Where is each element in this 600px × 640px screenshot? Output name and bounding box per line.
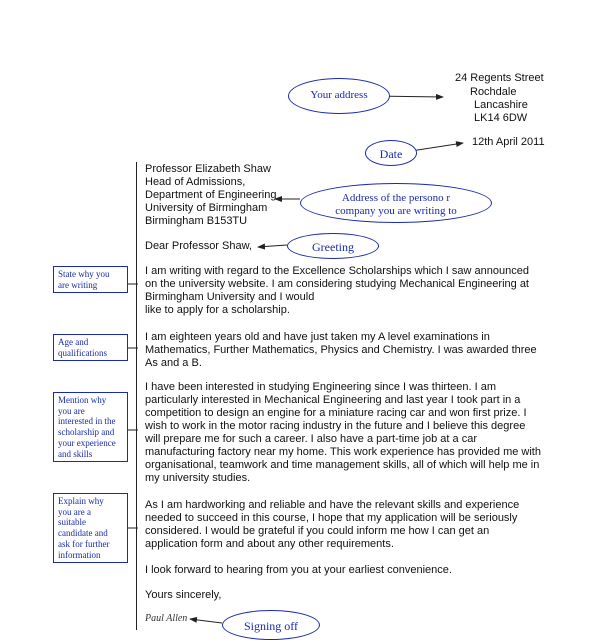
note-line: you are [58, 405, 85, 416]
note-line: Explain why [58, 496, 104, 506]
paragraph-line: As I am hardworking and reliable and have the relevant skills and experience [145, 499, 520, 511]
address-line: Lancashire [474, 99, 528, 111]
paragraph-line: will prepare me for such a career. I also have a part-time job at a car [145, 433, 477, 445]
note-line: State why you [58, 269, 110, 279]
recipient-line: Birmingham B153TU [145, 215, 248, 227]
callout-label: Signing off [243, 619, 299, 633]
paragraph-line: I am writing with regard to the Excellence Scholarships which I saw announced [145, 265, 529, 277]
letter-date: 12th April 2011 [472, 136, 545, 148]
recipient-line: Professor Elizabeth Shaw [145, 163, 271, 175]
note-line: qualifications [58, 347, 107, 358]
closing-line: I look forward to hearing from you at your earliest convenience. [145, 564, 452, 576]
your-address-callout [288, 78, 390, 114]
paragraph-line: particularly interested in Mechanical Engineering and last year I took part in a [145, 394, 521, 406]
paragraph-line: I have been interested in studying Engineering since I was thirteen. I am [145, 381, 496, 393]
callout-label: Date [379, 147, 403, 161]
note-line: Age and [58, 337, 89, 347]
sign-off: Yours sincerely, [145, 589, 222, 601]
signature: Paul Allen [145, 613, 188, 624]
note-line: candidate and [58, 528, 108, 539]
note-line: ask for further [58, 538, 110, 549]
mention-why-note [53, 392, 128, 462]
callout-label: Your address [310, 89, 368, 101]
note-line: information [58, 549, 101, 560]
paragraph-line: Mathematics, Further Mathematics, Physics and Chemistry. I was awarded three [145, 344, 537, 356]
callout-label: Address of the persono r [341, 192, 451, 204]
paragraph-line: like to apply for a scholarship. [145, 304, 290, 316]
paragraph-line: considered. I would be grateful if you could inform me how I can get an [145, 525, 490, 537]
paragraph-line: wish to work in the motor racing industry in the future and I believe this degree [145, 420, 526, 432]
recipient-line: Head of Admissions, [145, 176, 246, 188]
note-line: suitable [58, 517, 86, 528]
paragraph-line: application form and about any other requirements. [145, 538, 394, 550]
arrow-date [411, 143, 463, 151]
arrow-greeting [258, 245, 287, 247]
address-line: LK14 6DW [474, 112, 528, 124]
paragraph-line: manufacturing factory near my home. This work experience has provided me with [145, 446, 541, 458]
paragraph-line: I am eighteen years old and have just taken my A level examinations in [145, 331, 490, 343]
salutation: Dear Professor Shaw, [145, 240, 252, 252]
signing-off-callout [222, 610, 320, 640]
recipient-line: University of Birmingham [145, 202, 268, 214]
address-line: Rochdale [470, 86, 517, 98]
paragraph-line: competition to design an engine for a miniature racing car and won first prize. I [145, 407, 527, 419]
paragraph-line: on the university website. I am considering studying Mechanical Engineering at [145, 278, 529, 290]
greeting-callout [287, 233, 379, 259]
recipient-line: Department of Engineering [145, 189, 277, 201]
note-line: your experience [58, 437, 116, 448]
callout-label: company you are writing to [335, 205, 457, 217]
note-line: and skills [58, 448, 93, 459]
note-line: are writing [58, 279, 98, 290]
state-why-note [53, 266, 128, 293]
note-line: you are a [58, 506, 91, 517]
paragraph-line: Birmingham University and I would [145, 291, 315, 303]
note-line: scholarship and [58, 427, 115, 438]
arrow-signing-off [190, 619, 222, 623]
explain-why-note [53, 493, 128, 563]
date-callout [365, 140, 417, 166]
note-line: interested in the [58, 416, 116, 427]
callout-label: Greeting [312, 240, 354, 254]
recipient-address-callout [300, 183, 492, 223]
paragraph-line: my university studies. [145, 472, 251, 484]
paragraph-line: needed to succeed in this course, I hope that my application will be seriously [145, 512, 518, 524]
address-line: 24 Regents Street [455, 72, 544, 84]
age-qualifications-note [53, 334, 128, 361]
paragraph-line: organisational, teamwork and time management skills, all of which will help me in [145, 459, 540, 471]
paragraph-line: As and a B. [145, 357, 202, 369]
note-line: Mention why [58, 395, 107, 405]
